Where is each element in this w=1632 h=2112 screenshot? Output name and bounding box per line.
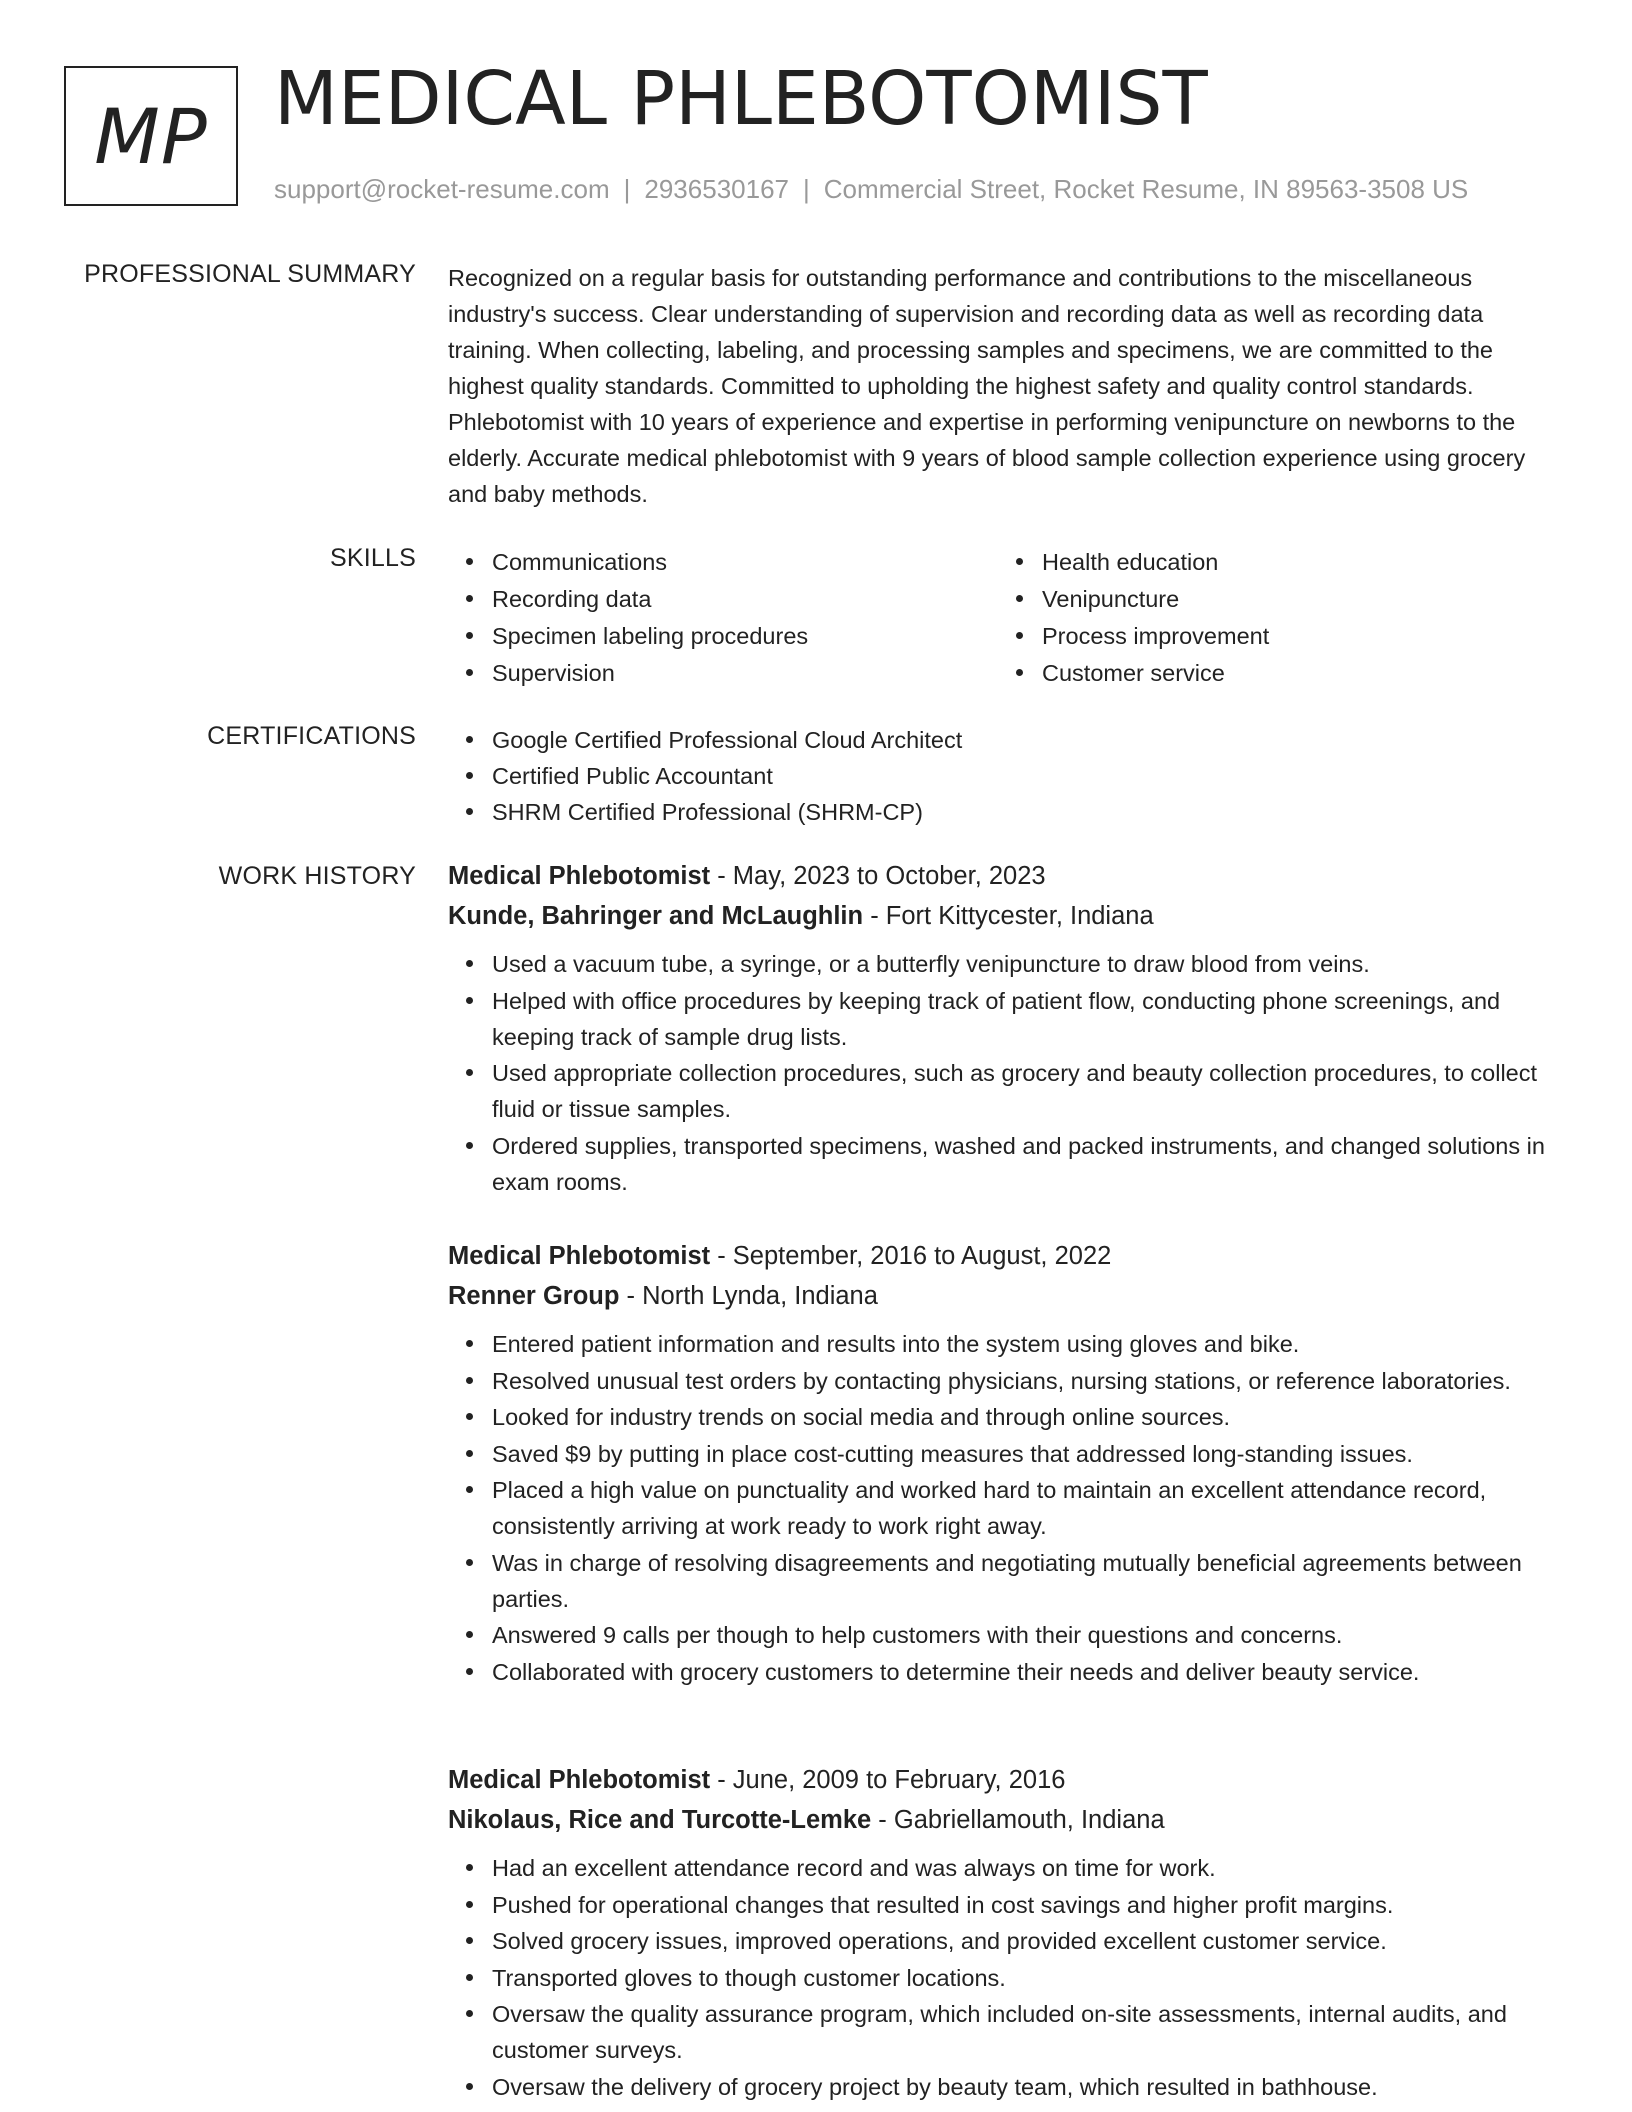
job-bullet: Ordered supplies, transported specimens, washed and packed instruments, and changed solutions in exam rooms. [492, 1128, 1568, 1200]
summary-body [448, 260, 1568, 512]
contact-email[interactable]: support@rocket-resume.com [274, 174, 610, 204]
monogram-initials: MP [94, 91, 208, 181]
contact-separator: | [803, 174, 810, 204]
job-bullet: Placed a high value on punctuality and worked hard to maintain an excellent attendance record, consistently arriving at work ready to work right away. [492, 1472, 1568, 1544]
job-bullet-list [448, 946, 1568, 1200]
job-bullet: Collaborated with grocery customers to determine their needs and deliver beauty service. [492, 1654, 1568, 1690]
job-title-line [448, 1236, 1568, 1276]
job-dates: - May, 2023 to October, 2023 [710, 862, 1046, 890]
skill-item: Venipuncture [1042, 581, 1548, 618]
section-label-skills: SKILLS [330, 544, 416, 572]
job-location: - Gabriellamouth, Indiana [871, 1806, 1165, 1834]
job-bullet: Oversaw the quality assurance program, which included on-site assessments, internal audits, and customer surveys. [492, 1996, 1568, 2068]
job-bullet: Oversaw the delivery of grocery project by beauty team, which resulted in bathhouse. [492, 2069, 1568, 2105]
job-company-line [448, 896, 1568, 936]
job-bullet: Saved $9 by putting in place cost-cutting measures that addressed long-standing issues. [492, 1436, 1568, 1472]
certifications-body [448, 722, 1568, 830]
skill-item: Customer service [1042, 655, 1548, 692]
job-company: Renner Group [448, 1282, 620, 1310]
job-bullet: Entered patient information and results into the system using gloves and bike. [492, 1326, 1568, 1362]
certification-item: SHRM Certified Professional (SHRM-CP) [492, 794, 1568, 830]
job-title: Medical Phlebotomist [448, 1242, 711, 1270]
job-bullet: Used a vacuum tube, a syringe, or a butterfly venipuncture to draw blood from veins. [492, 946, 1568, 982]
section-label-summary: PROFESSIONAL SUMMARY [84, 260, 416, 288]
job-location: - North Lynda, Indiana [619, 1282, 878, 1310]
job-bullet-list [448, 1326, 1568, 1690]
job-company: Kunde, Bahringer and McLaughlin [448, 902, 864, 930]
job-bullet: Answered 9 calls per though to help customers with their questions and concerns. [492, 1617, 1568, 1653]
contact-line [274, 174, 1468, 205]
skill-item: Health education [1042, 544, 1548, 581]
job-dates: - June, 2009 to February, 2016 [710, 1766, 1066, 1794]
job-bullet-list [448, 1850, 1568, 2105]
job-bullet: Used appropriate collection procedures, such as grocery and beauty collection procedures, to collect fluid or tissue samples. [492, 1055, 1568, 1127]
job-title-line [448, 1760, 1568, 1800]
skill-item: Communications [492, 544, 998, 581]
job-title-line [448, 856, 1568, 896]
monogram-box [64, 66, 238, 206]
job-bullet: Resolved unusual test orders by contacting physicians, nursing stations, or reference laboratories. [492, 1363, 1568, 1399]
job-bullet: Solved grocery issues, improved operations, and provided excellent customer service. [492, 1923, 1568, 1959]
job-company-line [448, 1276, 1568, 1316]
job-title: Medical Phlebotomist [448, 1766, 711, 1794]
job-bullet: Pushed for operational changes that resulted in cost savings and higher profit margins. [492, 1887, 1568, 1923]
job-bullet: Had an excellent attendance record and was always on time for work. [492, 1850, 1568, 1886]
job-dates: - September, 2016 to August, 2022 [710, 1242, 1112, 1270]
job-bullet: Looked for industry trends on social media and through online sources. [492, 1399, 1568, 1435]
summary-text: Recognized on a regular basis for outstanding performance and contributions to the miscellaneous industry's success. Clear understanding of supervision and recording data as well as recording data training. When collecting, labeling, and processing samples and specimens, we are committed to the highest quality standards. Committed to upholding the highest safety and quality control standards. Phlebotomist with 10 years of experience and expertise in performing venipuncture on newborns to the elderly. Accurate medical phlebotomist with 9 years of blood sample collection experience using grocery and baby methods. [448, 265, 1526, 507]
skill-item: Process improvement [1042, 618, 1548, 655]
skill-item: Specimen labeling procedures [492, 618, 998, 655]
job-entry [448, 1760, 1568, 2105]
skills-body [448, 544, 1568, 692]
certification-item: Certified Public Accountant [492, 758, 1568, 794]
job-company-line [448, 1800, 1568, 1840]
skill-item: Supervision [492, 655, 998, 692]
contact-address: Commercial Street, Rocket Resume, IN 89563-3508 US [823, 174, 1469, 204]
job-bullet: Helped with office procedures by keeping track of patient flow, conducting phone screenings, and keeping track of sample drug lists. [492, 983, 1568, 1055]
job-bullet: Transported gloves to though customer locations. [492, 1960, 1568, 1996]
certification-item: Google Certified Professional Cloud Architect [492, 722, 1568, 758]
section-label-certifications: CERTIFICATIONS [207, 722, 416, 750]
job-entry [448, 1236, 1568, 1690]
job-entry [448, 856, 1568, 1200]
contact-separator: | [623, 174, 631, 204]
job-location: - Fort Kittycester, Indiana [863, 902, 1154, 930]
section-label-work-history: WORK HISTORY [218, 862, 416, 890]
skills-list-left [448, 544, 998, 692]
job-bullet: Was in charge of resolving disagreements and negotiating mutually beneficial agreements between parties. [492, 1545, 1568, 1617]
certifications-list [448, 722, 1568, 830]
contact-phone[interactable]: 2936530167 [644, 174, 789, 204]
job-title: Medical Phlebotomist [448, 862, 711, 890]
resume-name: MEDICAL PHLEBOTOMIST [274, 56, 1208, 142]
skills-list-right [998, 544, 1548, 692]
skill-item: Recording data [492, 581, 998, 618]
job-company: Nikolaus, Rice and Turcotte-Lemke [448, 1806, 872, 1834]
